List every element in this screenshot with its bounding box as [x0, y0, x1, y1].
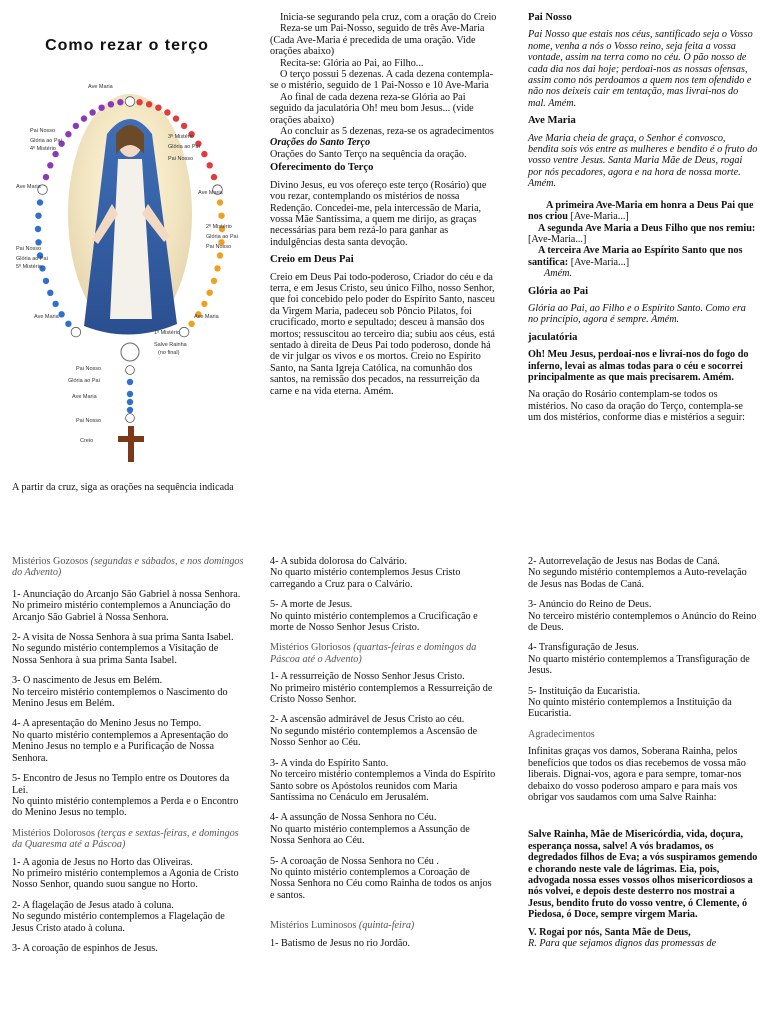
rosary-bead [52, 301, 58, 307]
mystery-item [528, 642, 758, 676]
label-pai-nosso: Pai Nosso [76, 418, 102, 424]
label-ave-maria: Ave Maria [88, 84, 113, 90]
label-no-final: (no final) [158, 350, 180, 356]
mystery-item [270, 556, 496, 590]
mystery-text: No primeiro mistério contemplemos a Agonia de Cristo Nosso Senhor, quando suou sangue no Horto. [12, 867, 239, 891]
rosary-bead [146, 101, 152, 107]
label-salve-rainha: Salve Rainha [154, 342, 187, 348]
rosary-bead [211, 174, 217, 180]
label-gloria: Glória ao Pai [30, 138, 62, 144]
label-pai-nosso: Pai Nosso [30, 128, 56, 134]
rosary-bead [218, 213, 224, 219]
oferecimento-text: Divino Jesus, eu vos ofereço este terço (Rosário) que vou rezar, contemplando os mistérios de nossa Redenção. Concedei-me, pela intercessão de Maria, vossa Mãe Santíssima, a quem me dirijo, as graças necessárias para bem rezá-lo para ganhar as indulgências desta santa devoção. [270, 179, 487, 248]
label-misterio-4: 4º Mistério [30, 146, 56, 152]
rosary-bead [73, 123, 79, 129]
mystery-title: 4- A subida dolorosa do Calvário. [270, 556, 407, 567]
bottom-middle-column [270, 556, 496, 949]
gloria-heading: Glória ao Pai [528, 285, 589, 297]
rosary-bead [127, 399, 133, 405]
rosario-text: Na oração do Rosário contemplam-se todos os mistérios. No caso da oração do Terço, contempla-se um dos mistérios, conforme dias e mistérios a seguir: [528, 389, 746, 424]
mystery-item [12, 857, 244, 891]
primeira-ave-maria: A primeira Ave-Maria em honra a Deus Pai que nos criou [Ave-Maria...] [528, 199, 754, 223]
gloriosos-heading: Mistérios Gloriosos (quartas-feiras e domingos da Páscoa até o Advento) [270, 642, 477, 665]
response: R. Para que sejamos dignos das promessas de [528, 937, 717, 949]
intro-paragraph: O terço possui 5 dezenas. A cada dezena contempla-se o mistério, seguido de 1 Pai-Nosso e 10 Ave-Maria [270, 69, 494, 92]
mystery-item [270, 758, 496, 804]
label-pai-nosso: Pai Nosso [206, 244, 232, 250]
mystery-title: 2- A visita de Nossa Senhora à sua prima Santa Isabel. [12, 632, 234, 644]
oracoes-heading: Orações do Santo Terço [270, 137, 371, 149]
gozosos-heading: Mistérios Gozosos (segundas e sábados, e nos domingos do Advento) [12, 556, 244, 579]
mystery-text: No primeiro mistério contemplemos a Ressurreição de Cristo Nosso Senhor. [270, 682, 493, 706]
mystery-text: No segundo mistério contemplemos a Ascensão de Nosso Senhor ao Céu. [270, 725, 478, 749]
intro-paragraph: Recita-se: Glória ao Pai, ao Filho... [280, 57, 424, 69]
rosary-bead [155, 105, 161, 111]
label-misterio-1: 1º Mistério [154, 330, 180, 336]
agradecimentos-text: Infinitas graças vos damos, Soberana Rainha, pelos benefícios que todos os dias recebemos de vossa mão liberais. Dignai-vos, agora e para sempre, tomar-nos debaixo do vosso poderoso amparo e para mais vos obrigar vos saudamos com uma Salve Rainha: [528, 746, 746, 803]
intro-paragraph: Reza-se um Pai-Nosso, seguido de três Ave-Maria (Cada Ave-Maria é precedida de uma oração. Vide orações abaixo) [270, 23, 485, 58]
intro-paragraph: Ao concluir as 5 dezenas, reza-se os agradecimentos [280, 126, 494, 138]
rosary-bead [65, 131, 71, 137]
mystery-title: 3- A vinda do Espírito Santo. [270, 757, 389, 769]
mystery-item [12, 589, 244, 623]
creio-heading: Creio em Deus Pai [270, 254, 354, 266]
dolorosos-list [12, 857, 244, 934]
mystery-item [12, 773, 244, 819]
segunda-ave-maria: A segunda Ave Maria a Deus Filho que nos remiu: [Ave-Maria...] [528, 222, 756, 245]
label-gloria: Glória ao Pai [206, 234, 238, 240]
rosary-diagram [12, 64, 242, 476]
pai-nosso-text: Pai Nosso que estais nos céus, santificado seja o Vosso nome, venha a nós o Vosso reino, seja feita a vossa vontade, assim na terra como no céu. O pão nosso de cada dia nos dai hoje; perdoai-nos as nossas ofensas, assim como nós perdoamos a quem nos tem ofendido e não nos deixeis cair em tentação, mas livrai-nos do mal. Amém. [528, 29, 753, 109]
rosary-bead [58, 311, 64, 317]
mystery-item [12, 900, 244, 934]
rosary-bead [37, 199, 43, 205]
mystery-item [270, 599, 496, 633]
rosary-bead [125, 97, 135, 107]
mystery-text: No quarto mistério contemplemos a Apresentação do Menino Jesus no templo e a Purificação de Nossa Senhora. [12, 729, 229, 764]
mystery-title: 1- Anunciação do Arcanjo São Gabriel à nossa Senhora. [12, 588, 241, 600]
mystery-title: 5- Instituição da Eucaristia. [528, 685, 641, 697]
dolorosos-heading: Mistérios Dolorosos (terças e sextas-feiras, e domingos da Quaresma até a Páscoa) [12, 827, 239, 851]
rosary-bead [65, 321, 71, 327]
mystery-title: 5- A coroação de Nossa Senhora no Céu . [270, 855, 439, 867]
middle-column [270, 12, 498, 397]
label-gloria: Glória ao Pai [68, 378, 100, 384]
rosary-bead [201, 301, 207, 307]
mystery-text: No quarto mistério contemplemos a Assunção de Nossa Senhora ao Céu. [270, 823, 470, 847]
mystery-title: 4- A apresentação do Menino Jesus no Tempo. [12, 718, 202, 730]
mystery-text: No primeiro mistério contemplemos a Anunciação do Arcanjo São Gabriel à Nossa Senhora. [12, 600, 231, 623]
ave-maria-text: Ave Maria cheia de graça, o Senhor é convosco, bendita sois vós entre as mulheres e bendito é o fruto do vosso ventre Jesus. Santa Maria Mãe de Deus, rogai por nós pecadores, agora e na hora de nossa morte. Amém. [528, 132, 758, 190]
intro-paragraph: Ao final de cada dezena reza-se Glória ao Pai seguido da jaculatória Oh! meu bom Jesus... (vide orações abaixo) [270, 91, 474, 126]
mystery-title: 3- Anúncio do Reino de Deus. [528, 599, 652, 611]
rosary-bead [211, 278, 217, 284]
creio-text: Creio em Deus Pai todo-poderoso, Criador do céu e da terra, e em Jesus Cristo, seu único Filho, nosso Senhor, que foi concebido pelo poder do Espírito Santo, nasceu da Virgem Maria, padeceu sob Pôncio Pilatos, foi crucificado, morto e sepultado; desceu à mansão dos mortos; ressuscitou ao terceiro dia; subiu aos céus, está sentado à direita de Deus Pai todo poderoso, donde há de vir julgar os vivos e os mortos. Creio no Espírito Santo, na Santa Igreja Católica, na comunhão dos santos, na remissão dos pecados, na ressurreição da carne e na vida eterna. Amém. [270, 271, 495, 397]
rosary-bead [108, 101, 114, 107]
mystery-title: 4- A assunção de Nossa Senhora no Céu. [270, 812, 437, 824]
rosary-bead [127, 379, 133, 385]
rosary-bead [35, 226, 41, 232]
rosary-bead [136, 99, 142, 105]
label-pai-nosso: Pai Nosso [16, 246, 42, 252]
mystery-text: No quinto mistério contemplemos a Coroação de Nossa Senhora no Céu como Rainha de todos os anjos e santos. [270, 866, 492, 901]
rosary-bead [47, 290, 53, 296]
page-title: Como rezar o terço [45, 37, 209, 54]
jaculatoria-text: Oh! Meu Jesus, perdoai-nos e livrai-nos do fogo do inferno, levai as almas todas para o céu e socorrei principalmente as que mais precisarem. Amém. [528, 349, 749, 383]
crucifix-icon [118, 426, 144, 462]
oracoes-text: Orações do Santo Terço na sequência da oração. [270, 148, 467, 160]
rosary-bead [164, 109, 170, 115]
versicle: V. Rogai por nós, Santa Mãe de Deus, [528, 926, 691, 938]
gloria-text: Glória ao Pai, ao Filho e o Espírito Santo. Como era no princípio, agora é sempre. Amém. [528, 302, 746, 326]
label-gloria: Glória ao Pai [16, 256, 48, 262]
mystery-item [270, 856, 496, 902]
rosary-medal [121, 343, 139, 361]
luminosos-heading: Mistérios Luminosos (quinta-feira) [270, 920, 415, 932]
salve-rainha-text: Salve Rainha, Mãe de Misericórdia, vida, doçura, esperança nossa, salve! A vós bradamos, os degredados filhos de Eva; a vós suspiramos gemendo e chorando neste vale de lágrimas. Eia, pois, advogada nossa esses vossos olhos misericordiosos a nós volvei, e depois deste desterro nos mostrai a Jesus, bendito fruto do vosso ventre, ó Clemente, ó Piedosa, ó Doce, sempre virgem Maria. [528, 829, 758, 921]
cut-line: 3- A coroação de espinhos de Jesus. [12, 942, 158, 954]
label-ave-maria: Ave Maria [194, 314, 219, 320]
jaculatoria-heading: jaculatória [528, 331, 578, 343]
rosary-bead [214, 265, 220, 271]
mystery-title: 4- Transfiguração de Jesus. [528, 642, 639, 654]
label-creio: Creio [80, 438, 94, 444]
rosary-bead [126, 414, 135, 423]
ave-maria-heading: Ave Maria [528, 115, 576, 127]
label-ave-maria: Ave Maria [34, 314, 59, 320]
mystery-text: No quinto mistério contemplemos a Perda e o Encontro do Menino Jesus no templo. [12, 795, 239, 819]
amem: Amém. [544, 268, 573, 280]
rosary-bead [127, 391, 133, 397]
luminosos-list [528, 556, 758, 720]
rosary-bead [217, 199, 223, 205]
mystery-title: 2- A ascensão admirável de Jesus Cristo ao céu. [270, 714, 465, 726]
mystery-item [270, 671, 496, 705]
rosary-bead [43, 174, 49, 180]
mystery-text: No terceiro mistério contemplemos a Vinda do Espírito Santo sobre os Apóstolos reunidos com Maria Santíssima no Cenáculo em Jerusalém. [270, 769, 496, 803]
mystery-item [528, 686, 758, 720]
label-ave-maria: Ave Maria [16, 184, 41, 190]
mystery-item [270, 812, 496, 846]
bottom-left-column [12, 556, 244, 954]
mystery-title: 3- O nascimento de Jesus em Belém. [12, 675, 163, 687]
oferecimento-heading: Oferecimento do Terço [270, 162, 374, 174]
rosary-bead [201, 151, 207, 157]
mystery-item [12, 675, 244, 709]
rosary-bead [179, 327, 189, 337]
agradecimentos-heading: Agradecimentos [528, 728, 595, 740]
mystery-text: No segundo mistério contemplemos a Flagelação de Jesus Cristo atado à coluna. [12, 911, 225, 934]
rosary-bead [181, 123, 187, 129]
rosary-bead [117, 99, 123, 105]
intro-paragraph: Inicia-se segurando pela cruz, com a oração do Creio [280, 12, 497, 23]
mystery-text: No terceiro mistério contemplemos o Nascimento do Menino Jesus em Belém. [12, 686, 228, 710]
gloriosos-list [270, 671, 496, 901]
pai-nosso-heading: Pai Nosso [528, 12, 572, 23]
terceira-ave-maria: A terceira Ave Maria ao Espírito Santo que nos santifica: [Ave-Maria...] [528, 245, 743, 268]
dolorosos-list [270, 556, 496, 633]
mystery-text: No quarto mistério contemplemos Jesus Cristo carregando a Cruz para o Calvário. [270, 567, 461, 590]
label-ave-maria: Ave Maria [72, 394, 97, 400]
label-misterio-2: 2º Mistério [206, 224, 232, 230]
mystery-title: 2- A flagelação de Jesus atado à coluna. [12, 899, 174, 911]
right-column [528, 12, 758, 424]
rosary-bead [207, 290, 213, 296]
rosary-bead [207, 162, 213, 168]
rosary-bead [126, 366, 135, 375]
mystery-title: 5- A morte de Jesus. [270, 599, 353, 611]
mystery-item [528, 556, 758, 590]
gozosos-list [12, 589, 244, 819]
mystery-title: 2- Autorrevelação de Jesus nas Bodas de Caná. [528, 556, 720, 567]
rosary-bead [98, 105, 104, 111]
rosary-bead [35, 213, 41, 219]
mystery-item [12, 632, 244, 666]
label-gloria: Glória ao Pai [168, 144, 200, 150]
rosary-bead [81, 115, 87, 121]
label-ave-maria: Ave Maria [198, 190, 223, 196]
mystery-text: No terceiro mistério contemplemos o Anúncio do Reino de Deus. [528, 610, 757, 634]
mystery-item [528, 599, 758, 633]
mystery-text: No quinto mistério contemplemos a Instituição da Eucaristia. [528, 697, 732, 720]
rosary-bead [47, 162, 53, 168]
rosary-bead [43, 278, 49, 284]
rosary-bead [71, 327, 81, 337]
mystery-text: No quinto mistério contemplemos a Crucificação e morte de Nosso Senhor Jesus Cristo. [270, 610, 478, 634]
label-pai-nosso: Pai Nosso [76, 366, 102, 372]
mystery-title: 5- Encontro de Jesus no Templo entre os Doutores da Lei. [12, 773, 230, 796]
mystery-title: 1- A ressurreição de Nosso Senhor Jesus Cristo. [270, 671, 465, 683]
label-misterio-5: 5º Mistério [16, 264, 42, 270]
diagram-caption: A partir da cruz, siga as orações na sequência indicada [12, 482, 234, 493]
cut-line: 1- Batismo de Jesus no rio Jordão. [270, 937, 411, 949]
mystery-text: No quarto mistério contemplemos a Transfiguração de Jesus. [528, 653, 750, 677]
rosary-bead [127, 407, 133, 413]
mystery-item [270, 714, 496, 748]
bottom-right-column [528, 556, 758, 949]
mystery-item [12, 718, 244, 764]
rosary-bead [89, 109, 95, 115]
label-misterio-3: 3º Mistério [168, 134, 194, 140]
mystery-text: No segundo mistério contemplemos a Auto-revelação de Jesus nas Bodas de Caná. [528, 567, 747, 590]
mystery-title: 1- A agonia de Jesus no Horto das Oliveiras. [12, 856, 193, 868]
left-column [12, 37, 242, 54]
rosary-bead [173, 115, 179, 121]
label-pai-nosso: Pai Nosso [168, 156, 194, 162]
mystery-text: No segundo mistério contemplemos a Visitação de Nossa Senhora à sua prima Santa Isabel. [12, 643, 219, 666]
